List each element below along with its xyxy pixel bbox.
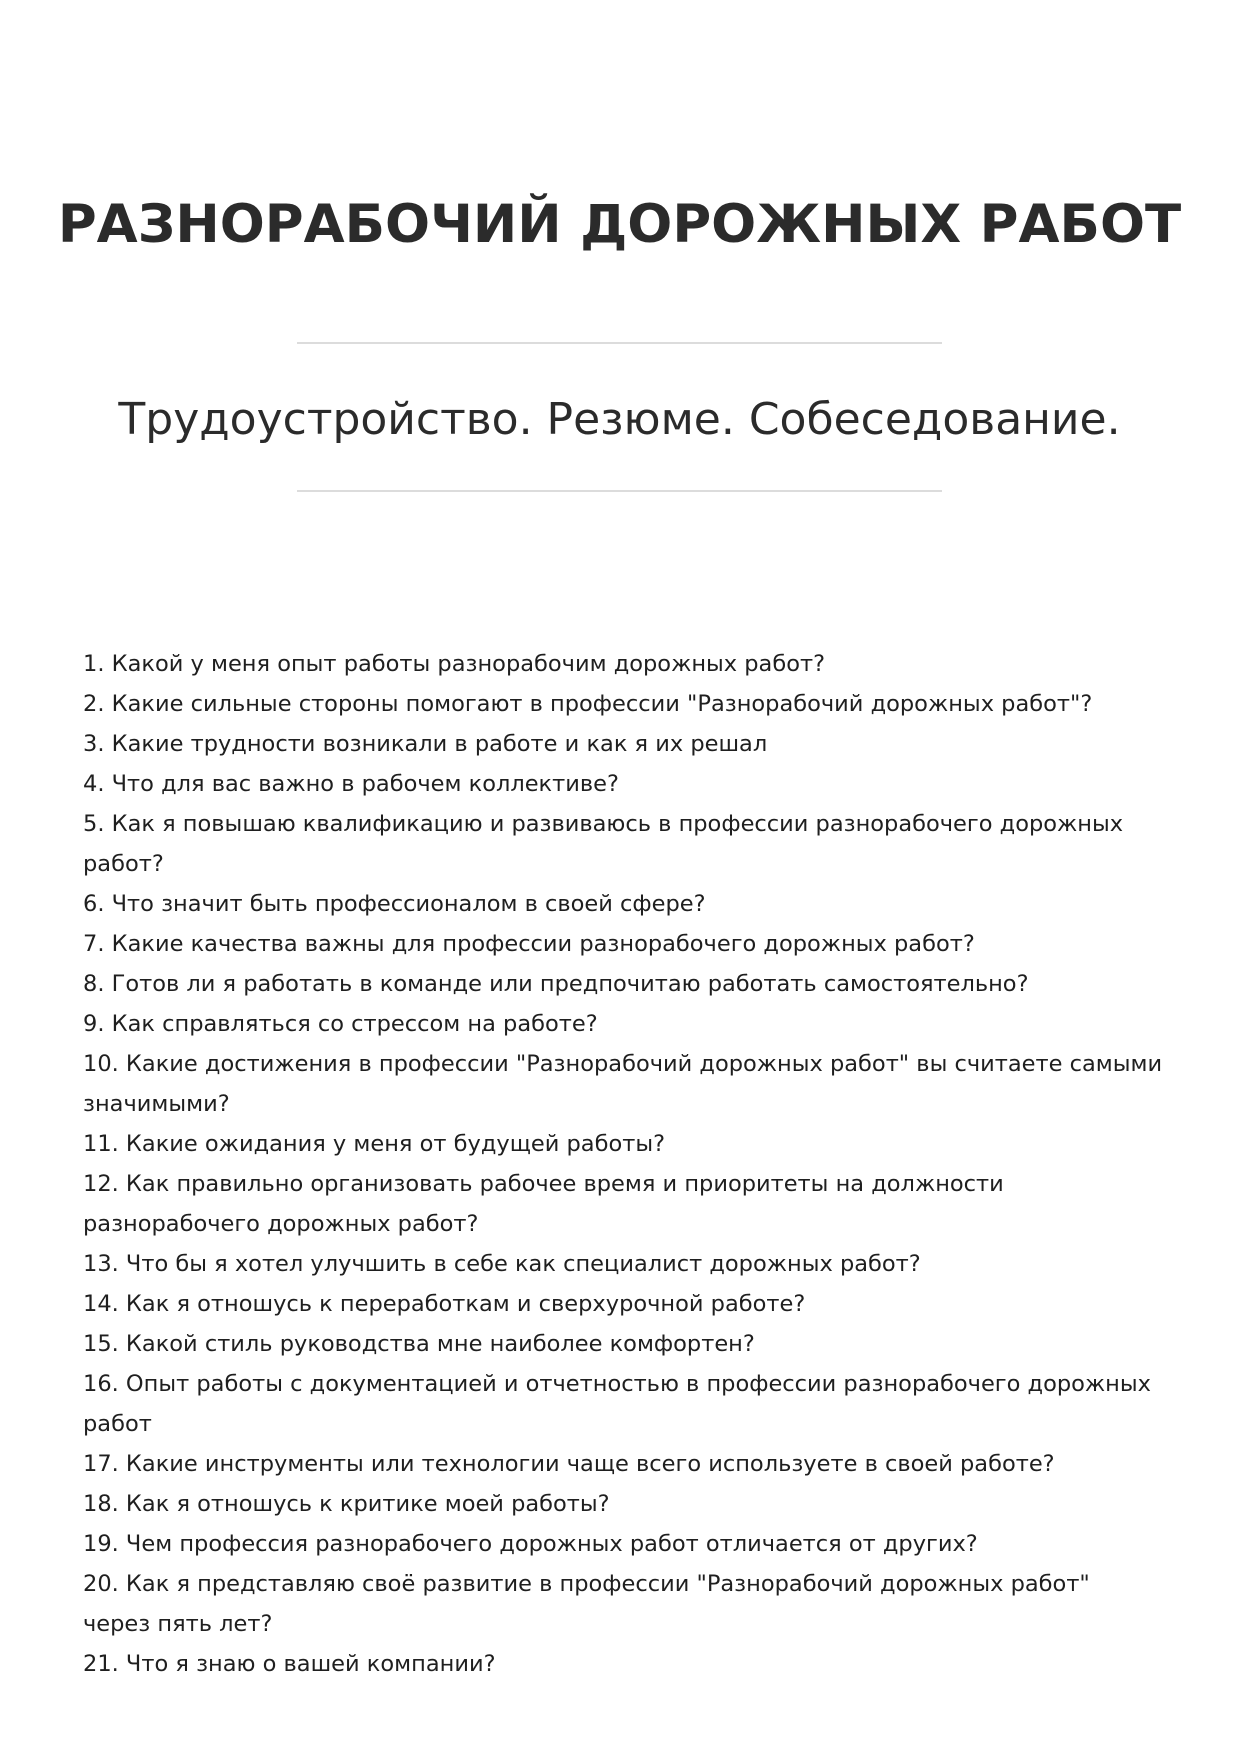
question-item: 19. Чем профессия разнорабочего дорожных работ отличается от других? bbox=[83, 1531, 978, 1557]
question-item: 9. Как справляться со стрессом на работе? bbox=[83, 1011, 598, 1037]
question-item: 10. Какие достижения в профессии "Разнорабочий дорожных работ" вы считаете самыми значимыми? bbox=[83, 1051, 1163, 1117]
question-item: 5. Как я повышаю квалификацию и развиваюсь в профессии разнорабочего дорожных работ? bbox=[83, 811, 1124, 877]
question-item: 17. Какие инструменты или технологии чаще всего используете в своей работе? bbox=[83, 1451, 1055, 1477]
question-item: 1. Какой у меня опыт работы разнорабочим дорожных работ? bbox=[83, 651, 826, 677]
divider-bottom bbox=[297, 490, 942, 492]
question-item: 12. Как правильно организовать рабочее время и приоритеты на должности разнорабочего дорожных работ? bbox=[83, 1171, 1004, 1237]
question-item: 8. Готов ли я работать в команде или предпочитаю работать самостоятельно? bbox=[83, 971, 1029, 997]
question-item: 14. Как я отношусь к переработкам и сверхурочной работе? bbox=[83, 1291, 806, 1317]
question-item: 4. Что для вас важно в рабочем коллективе? bbox=[83, 771, 619, 797]
question-item: 2. Какие сильные стороны помогают в профессии "Разнорабочий дорожных работ"? bbox=[83, 691, 1093, 717]
question-item: 11. Какие ожидания у меня от будущей работы? bbox=[83, 1131, 666, 1157]
question-item: 18. Как я отношусь к критике моей работы? bbox=[83, 1491, 610, 1517]
page-title: РАЗНОРАБОЧИЙ ДОРОЖНЫХ РАБОТ bbox=[57, 194, 1182, 255]
question-item: 20. Как я представляю своё развитие в профессии "Разнорабочий дорожных работ" через пять лет? bbox=[83, 1571, 1090, 1637]
question-item: 7. Какие качества важны для профессии разнорабочего дорожных работ? bbox=[83, 931, 975, 957]
question-item: 13. Что бы я хотел улучшить в себе как специалист дорожных работ? bbox=[83, 1251, 921, 1277]
question-item: 3. Какие трудности возникали в работе и как я их решал bbox=[83, 731, 768, 757]
question-list bbox=[83, 644, 1163, 1684]
divider-top bbox=[297, 342, 942, 344]
question-item: 16. Опыт работы с документацией и отчетностью в профессии разнорабочего дорожных работ bbox=[83, 1371, 1151, 1437]
question-item: 21. Что я знаю о вашей компании? bbox=[83, 1651, 496, 1677]
question-item: 15. Какой стиль руководства мне наиболее комфортен? bbox=[83, 1331, 755, 1357]
page-subtitle: Трудоустройство. Резюме. Собеседование. bbox=[118, 394, 1121, 445]
question-item: 6. Что значит быть профессионалом в своей сфере? bbox=[83, 891, 706, 917]
